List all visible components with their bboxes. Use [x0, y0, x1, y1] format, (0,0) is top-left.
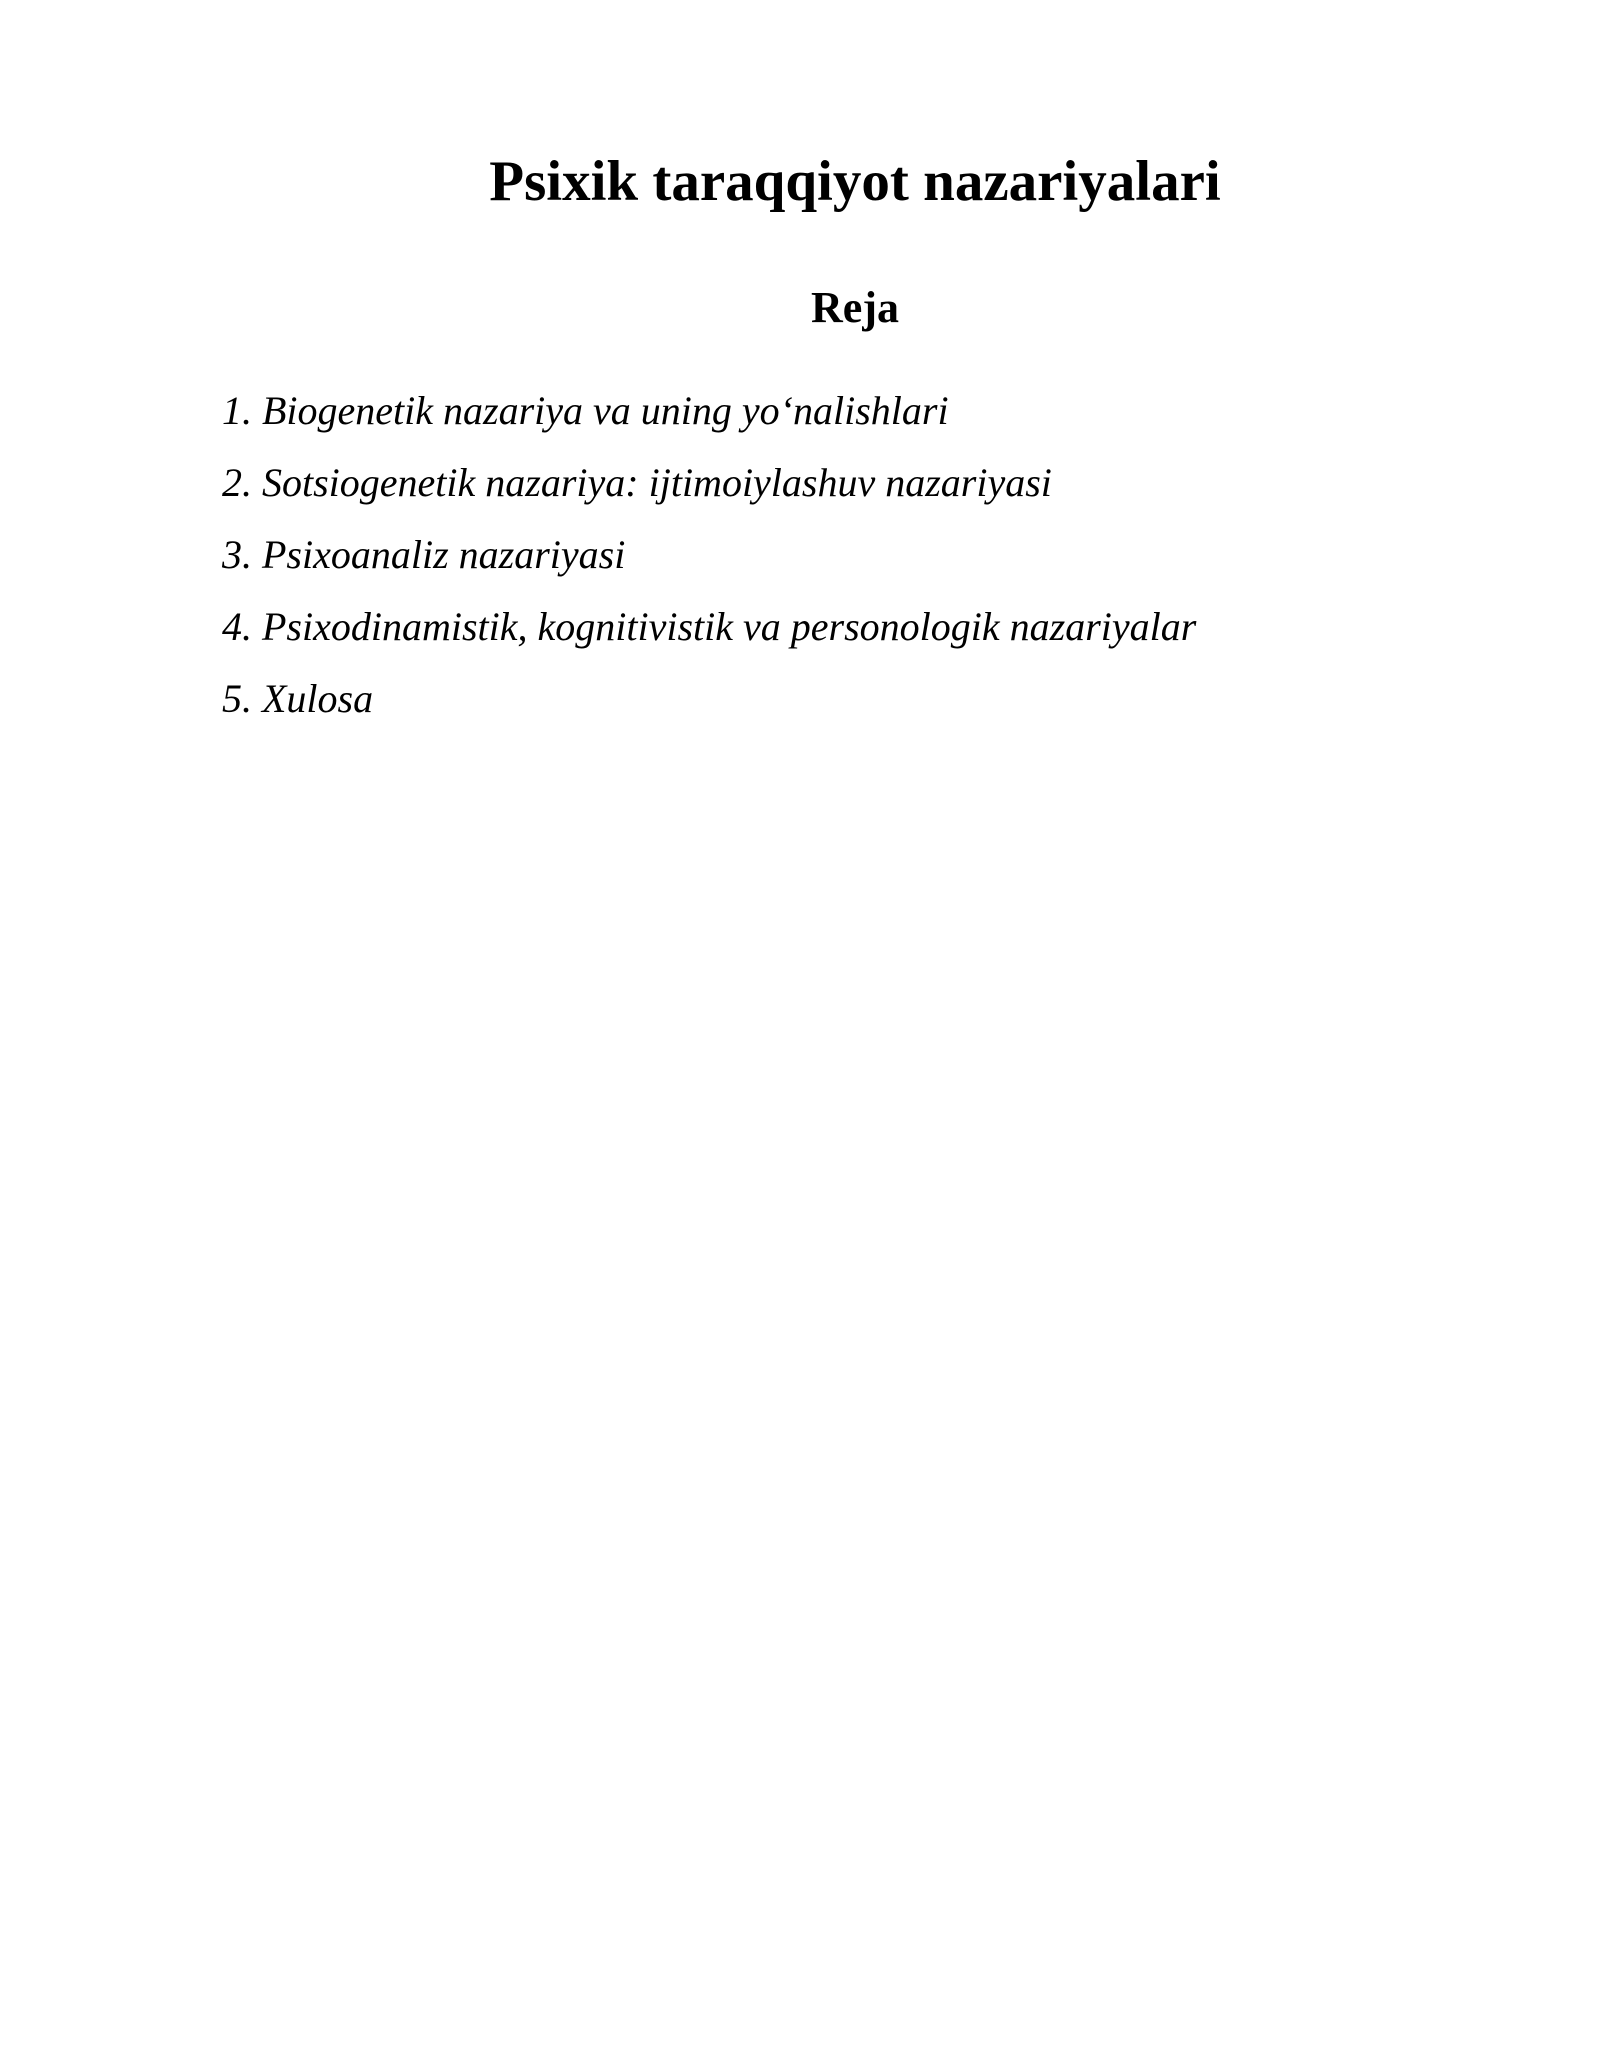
document-title: Psixik taraqqiyot nazariyalari — [489, 150, 1221, 213]
plan-item-1: 1. Biogenetik nazariya va uning yo‘nalishlari — [222, 388, 949, 433]
plan-heading: Reja — [811, 283, 899, 332]
plan-item-4: 4. Psixodinamistik, kognitivistik va personologik nazariyalar — [222, 604, 1197, 649]
plan-item-5: 5. Xulosa — [222, 676, 374, 721]
plan-item-2: 2. Sotsiogenetik nazariya: ijtimoiylashuv nazariyasi — [222, 460, 1052, 505]
plan-item-3: 3. Psixoanaliz nazariyasi — [222, 532, 626, 577]
plan-list — [222, 387, 1196, 747]
